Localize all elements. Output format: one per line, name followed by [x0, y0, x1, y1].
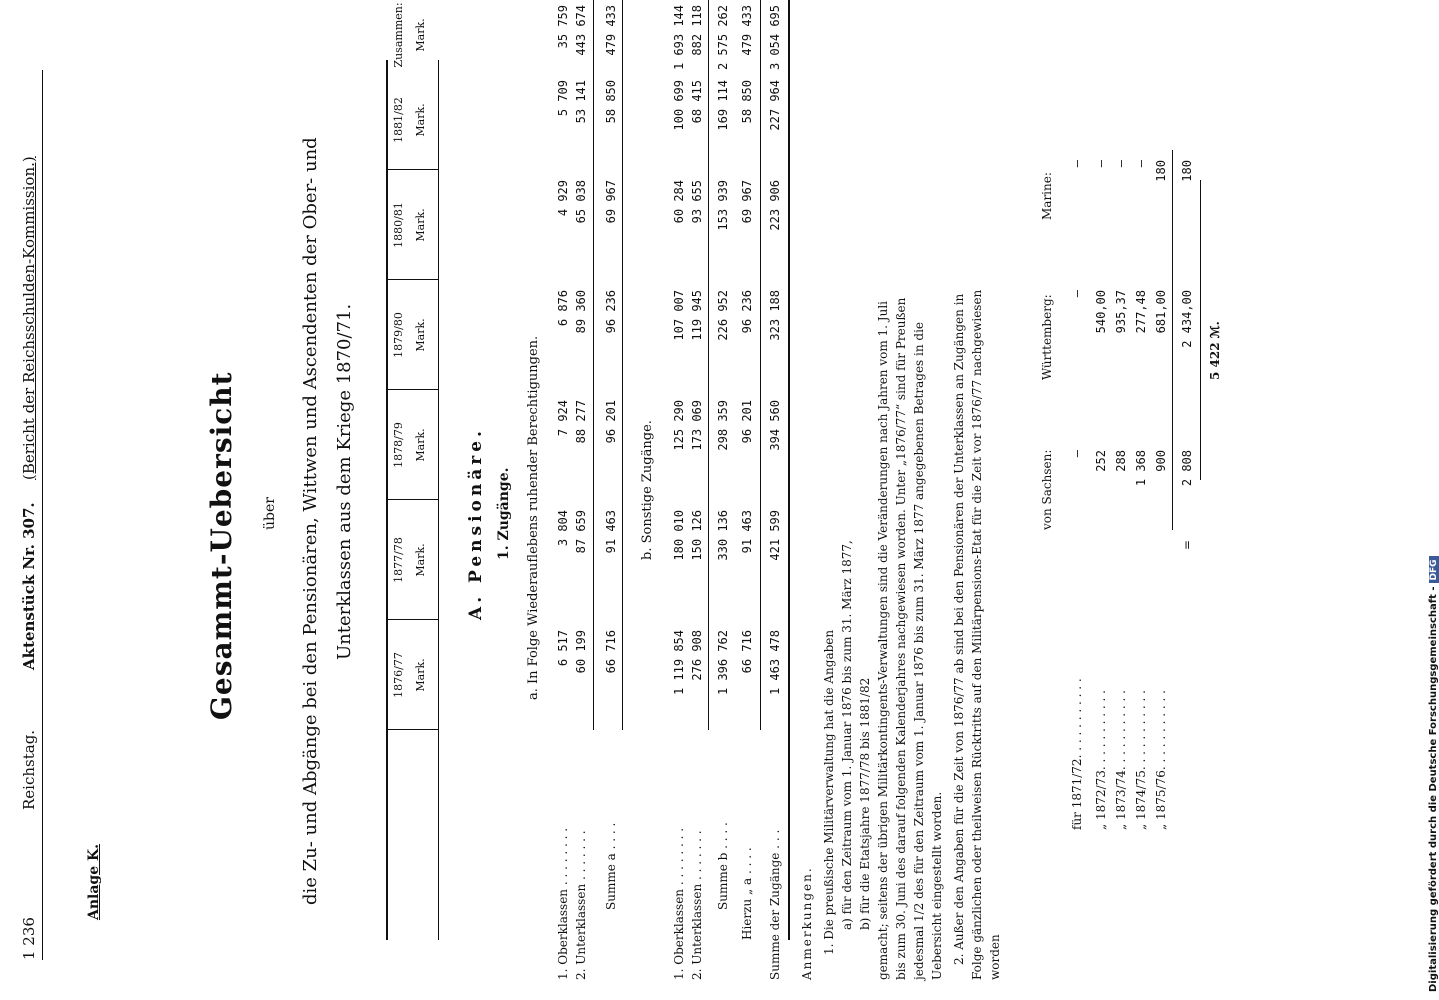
small-cell: — [1070, 450, 1084, 458]
table-cell: 5 709 [556, 80, 570, 117]
table-cell: 60 284 [672, 180, 686, 224]
table-cell: 100 699 [672, 80, 686, 131]
small-cell: — [1070, 290, 1084, 298]
small-row-label: „ 1873/74. . . . . . . . . . . [1114, 690, 1128, 830]
note-line: a) für den Zeitraum vom 1. Januar 1876 bis zum 31. März 1877, [840, 540, 854, 930]
table-cell: 479 433 [740, 5, 754, 56]
note-line: worden [988, 934, 1002, 980]
table-cell: 227 964 [768, 80, 782, 131]
dfg-credit [1406, 0, 1439, 1000]
table-cell: 93 655 [690, 180, 704, 224]
table-cell: 276 908 [690, 630, 704, 681]
col-head-year: 1879/80 [392, 312, 405, 358]
table-cell: 7 924 [556, 400, 570, 437]
dfg-logo: DFG [1429, 556, 1439, 583]
small-total: 2 808 [1180, 450, 1194, 487]
table-cell: 6 876 [556, 290, 570, 327]
table-cell: 1 119 854 [672, 630, 686, 696]
table-cell: 88 277 [574, 400, 588, 444]
sum-rule [593, 0, 594, 730]
grand-total: 5 422 ℳ. [1208, 321, 1222, 380]
small-cell: 540,00 [1094, 290, 1108, 334]
small-total: 180 [1180, 160, 1194, 182]
table-cell: 96 236 [740, 290, 754, 334]
table-cell: 58 850 [740, 80, 754, 124]
table-cell: 150 126 [690, 510, 704, 561]
title-line-2: Unterklassen aus dem Kriege 1870/71. [334, 303, 355, 660]
col-head-year: 1877/78 [392, 537, 405, 583]
col-head-year: 1876/77 [392, 652, 405, 698]
table-cell: 91 463 [604, 510, 618, 554]
table-cell: 3 054 695 [768, 5, 782, 71]
subsection-a-heading: a. In Folge Wiederauflebens ruhender Berechtigungen. [526, 335, 541, 700]
table-cell: 169 114 [716, 80, 730, 131]
table-bottom-rule [788, 0, 790, 940]
table-cell: 96 201 [604, 400, 618, 444]
table-cell: 66 716 [604, 630, 618, 674]
table-cell: 226 952 [716, 290, 730, 341]
small-row-label: „ 1875/76. . . . . . . . . . . [1154, 690, 1168, 830]
sum-rule [622, 0, 623, 730]
title-ueber: über [262, 497, 278, 530]
small-row-label: „ 1872/73. . . . . . . . . . . [1094, 690, 1108, 830]
table-top-rule [386, 60, 388, 940]
small-sum-rule [1172, 150, 1173, 530]
col-head-unit: Mark. [414, 18, 427, 52]
table-cell: 89 360 [574, 290, 588, 334]
table-cell: 180 010 [672, 510, 686, 561]
aktenstueck-label: Aktenstück Nr. 307. [20, 502, 38, 670]
note-line: Folge gänzlichen oder theilweisen Rücktritts auf den Militärpensions-Etat für die Zeit vor 1876/77 nachgewiesen [970, 289, 984, 980]
table-cell: 91 463 [740, 510, 754, 554]
table-cell: 298 359 [716, 400, 730, 451]
subsection-b-heading: b. Sonstige Zugänge. [640, 420, 655, 560]
col-head-unit: Mark. [414, 658, 427, 692]
table-cell: 443 674 [574, 5, 588, 56]
col-head-wuerttemberg: Württemberg: [1040, 294, 1054, 380]
col-head-sachsen: von Sachsen: [1040, 449, 1054, 530]
table-cell: 173 069 [690, 400, 704, 451]
small-cell: 900 [1154, 450, 1168, 472]
small-cell: 252 [1094, 450, 1108, 472]
notes-title: Anmerkungen. [800, 866, 814, 980]
row-label: 1. Oberklassen . . . . . . . . [672, 827, 686, 980]
col-head-year: Zusammen: [392, 2, 405, 68]
header-rule [42, 70, 43, 960]
sum-rule [708, 0, 709, 730]
page-number: 1 236 [20, 917, 38, 960]
col-head-unit: Mark. [414, 428, 427, 462]
table-cell: 87 659 [574, 510, 588, 554]
table-cell: 107 007 [672, 290, 686, 341]
small-row-label: für 1871/72. . . . . . . . . . . [1070, 678, 1084, 830]
note-line: b) für die Etatsjahre 1877/78 bis 1881/82 [858, 677, 872, 930]
table-cell: 4 929 [556, 180, 570, 217]
sum-rule [760, 0, 761, 730]
col-head-marine: Marine: [1040, 172, 1054, 220]
row-label: 2. Unterklassen . . . . . . . [574, 830, 588, 980]
table-cell: 66 716 [740, 630, 754, 674]
table-cell: 1 693 144 [672, 5, 686, 71]
small-cell: — [1114, 160, 1128, 168]
col-head-unit: Mark. [414, 543, 427, 577]
page-title: Gesammt-Uebersicht [205, 371, 238, 720]
row-label: Summe a . . . . [604, 822, 618, 910]
row-label: Summe der Zugänge . . . [768, 829, 782, 980]
table-head-rule [438, 60, 439, 940]
small-cell: 288 [1114, 450, 1128, 472]
col-head-year: 1881/82 [392, 97, 405, 143]
note-line: jedesmal 1/2 des für den Zeitraum vom 1. Januar 1876 bis zum 31. März 1877 angegebenen Betrages in die [912, 321, 926, 980]
table-cell: 153 939 [716, 180, 730, 231]
grand-total-rule [1200, 180, 1201, 480]
small-cell: — [1070, 160, 1084, 168]
table-cell: 330 136 [716, 510, 730, 561]
anlage-label: Anlage K. [86, 843, 102, 920]
small-cell: 180 [1154, 160, 1168, 182]
section-a-heading: A. Pensionäre. [466, 427, 486, 620]
table-cell: 125 290 [672, 400, 686, 451]
small-cell: — [1134, 160, 1148, 168]
table-cell: 68 415 [690, 80, 704, 124]
row-label: 1. Oberklassen . . . . . . . . [556, 827, 570, 980]
note-line: gemacht; seitens der übrigen Militärkontingents-Verwaltungen sind die Veränderungen nach Jahren vom 1. Juli [876, 300, 890, 980]
table-cell: 1 463 478 [768, 630, 782, 696]
table-cell: 6 517 [556, 630, 570, 667]
col-head-year: 1878/79 [392, 422, 405, 468]
section-1-heading: 1. Zugänge. [496, 467, 512, 560]
table-cell: 479 433 [604, 5, 618, 56]
col-head-unit: Mark. [414, 318, 427, 352]
table-cell: 69 967 [740, 180, 754, 224]
small-cell: — [1094, 160, 1108, 168]
col-head-unit: Mark. [414, 103, 427, 137]
equals-sign: = [1180, 539, 1194, 550]
table-cell: 65 038 [574, 180, 588, 224]
table-cell: 1 396 762 [716, 630, 730, 696]
reichstag-label: Reichstag. [20, 729, 38, 810]
table-cell: 119 945 [690, 290, 704, 341]
table-cell: 60 199 [574, 630, 588, 674]
small-row-label: „ 1874/75. . . . . . . . . . . [1134, 690, 1148, 830]
table-cell: 96 201 [740, 400, 754, 444]
table-cell: 394 560 [768, 400, 782, 451]
small-cell: 681,00 [1154, 290, 1168, 334]
small-cell: 277,48 [1134, 290, 1148, 334]
bericht-label: (Bericht der Reichsschulden-Kommission.) [20, 156, 38, 480]
col-head-year: 1880/81 [392, 202, 405, 248]
table-cell: 35 759 [556, 5, 570, 49]
table-cell: 223 906 [768, 180, 782, 231]
table-cell: 421 599 [768, 510, 782, 561]
small-cell: 1 368 [1134, 450, 1148, 487]
table-cell: 58 850 [604, 80, 618, 124]
note-line: 1. Die preußische Militärverwaltung hat die Angaben [822, 629, 836, 955]
note-line: 2. Außer den Angaben für die Zeit von 1876/77 ab sind bei den Pensionären der Unterklassen an Zugängen in [952, 293, 966, 965]
row-label: Hierzu „ a . . . . [740, 847, 754, 940]
row-label: Summe b . . . . [716, 822, 730, 910]
table-cell: 96 236 [604, 290, 618, 334]
table-cell: 69 967 [604, 180, 618, 224]
table-cell: 882 118 [690, 5, 704, 56]
col-head-unit: Mark. [414, 208, 427, 242]
table-cell: 3 804 [556, 510, 570, 547]
credit-text: Digitalisierung gefördert durch die Deutsche Forschungsgemeinschaft - [1428, 586, 1439, 992]
table-cell: 323 188 [768, 290, 782, 341]
title-line-1: die Zu- und Abgänge bei den Pensionären, Wittwen und Ascendenten der Ober- und [300, 137, 321, 905]
row-label: 2. Unterklassen . . . . . . . [690, 830, 704, 980]
table-cell: 53 141 [574, 80, 588, 124]
note-line: Uebersicht eingestellt worden. [930, 791, 944, 980]
note-line: bis zum 30. Juni des darauf folgenden Kalenderjahres nachgewiesen worden. Unter „1876/77“ sind für Preußen [894, 297, 908, 980]
small-cell: 935,37 [1114, 290, 1128, 334]
table-cell: 2 575 262 [716, 5, 730, 71]
small-total: 2 434,00 [1180, 290, 1194, 348]
